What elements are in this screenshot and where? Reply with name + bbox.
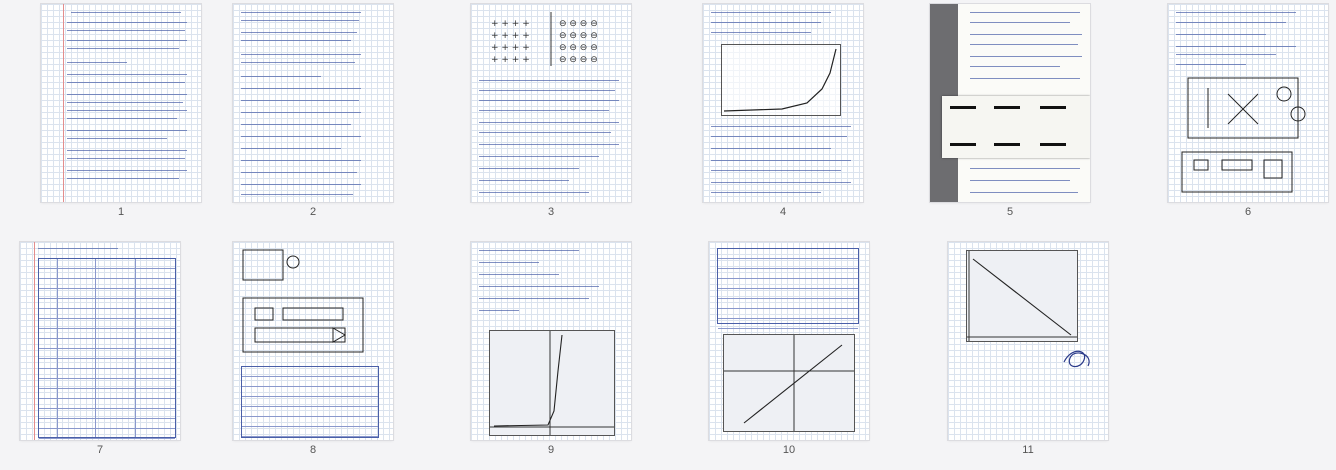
page-number: 1 — [117, 206, 125, 218]
page-number: 9 — [547, 444, 555, 456]
page-thumbnail-11[interactable] — [948, 242, 1108, 470]
svg-text:⊖ ⊖ ⊖ ⊖: ⊖ ⊖ ⊖ ⊖ — [559, 43, 598, 53]
circuit-sketch — [1168, 4, 1328, 202]
svg-text:+ + + +: + + + + — [491, 43, 530, 53]
thumbnail-image — [703, 4, 863, 202]
svg-text:+ + + +: + + + + — [491, 55, 530, 65]
measurement-table — [717, 248, 859, 324]
page-thumbnail-10[interactable] — [709, 242, 869, 470]
page-number: 8 — [309, 444, 317, 456]
pn-junction-sketch — [471, 4, 631, 202]
page-number: 6 — [1244, 206, 1252, 218]
page-thumbnail-9[interactable] — [471, 242, 631, 470]
page-number: 5 — [1006, 206, 1014, 218]
svg-text:+ + + +: + + + + — [491, 31, 530, 41]
iv-characteristic-plot — [489, 330, 615, 436]
thumbnail-image — [41, 4, 201, 202]
signature-image — [948, 242, 1108, 440]
band-diagram-photo — [942, 96, 1090, 158]
svg-text:⊖ ⊖ ⊖ ⊖: ⊖ ⊖ ⊖ ⊖ — [559, 55, 598, 65]
thumbnail-image — [471, 242, 631, 440]
exponential-plot — [721, 44, 841, 116]
thumbnail-image — [471, 4, 631, 202]
page-thumbnail-2[interactable] — [233, 4, 393, 232]
thumbnail-image — [20, 242, 180, 440]
page-number: 7 — [96, 444, 104, 456]
page-number: 2 — [309, 206, 317, 218]
page-thumbnail-7[interactable] — [0, 242, 160, 470]
measurement-table — [38, 258, 176, 438]
page-thumbnail-6[interactable] — [1168, 4, 1328, 232]
thumbnail-image — [948, 242, 1108, 440]
page-number: 4 — [779, 206, 787, 218]
svg-text:⊖ ⊖ ⊖ ⊖: ⊖ ⊖ ⊖ ⊖ — [559, 31, 598, 41]
page-number: 10 — [782, 444, 796, 456]
page-thumbnail-5[interactable] — [930, 4, 1090, 232]
thumbnail-image — [930, 4, 1090, 202]
page-thumbnail-1[interactable] — [41, 4, 201, 232]
page-thumbnail-4[interactable] — [703, 4, 863, 232]
page-number: 11 — [1022, 444, 1034, 456]
svg-text:⊖ ⊖ ⊖ ⊖: ⊖ ⊖ ⊖ ⊖ — [559, 19, 598, 29]
page-thumbnail-3[interactable] — [471, 4, 631, 232]
measurement-table — [241, 366, 379, 438]
thumbnail-image — [233, 4, 393, 202]
svg-text:+ + + +: + + + + — [491, 19, 530, 29]
thumbnail-image — [1168, 4, 1328, 202]
log-plot — [723, 334, 855, 432]
page-number: 3 — [547, 206, 555, 218]
page-thumbnail-8[interactable] — [233, 242, 393, 470]
thumbnail-image — [233, 242, 393, 440]
thumbnail-image — [709, 242, 869, 440]
